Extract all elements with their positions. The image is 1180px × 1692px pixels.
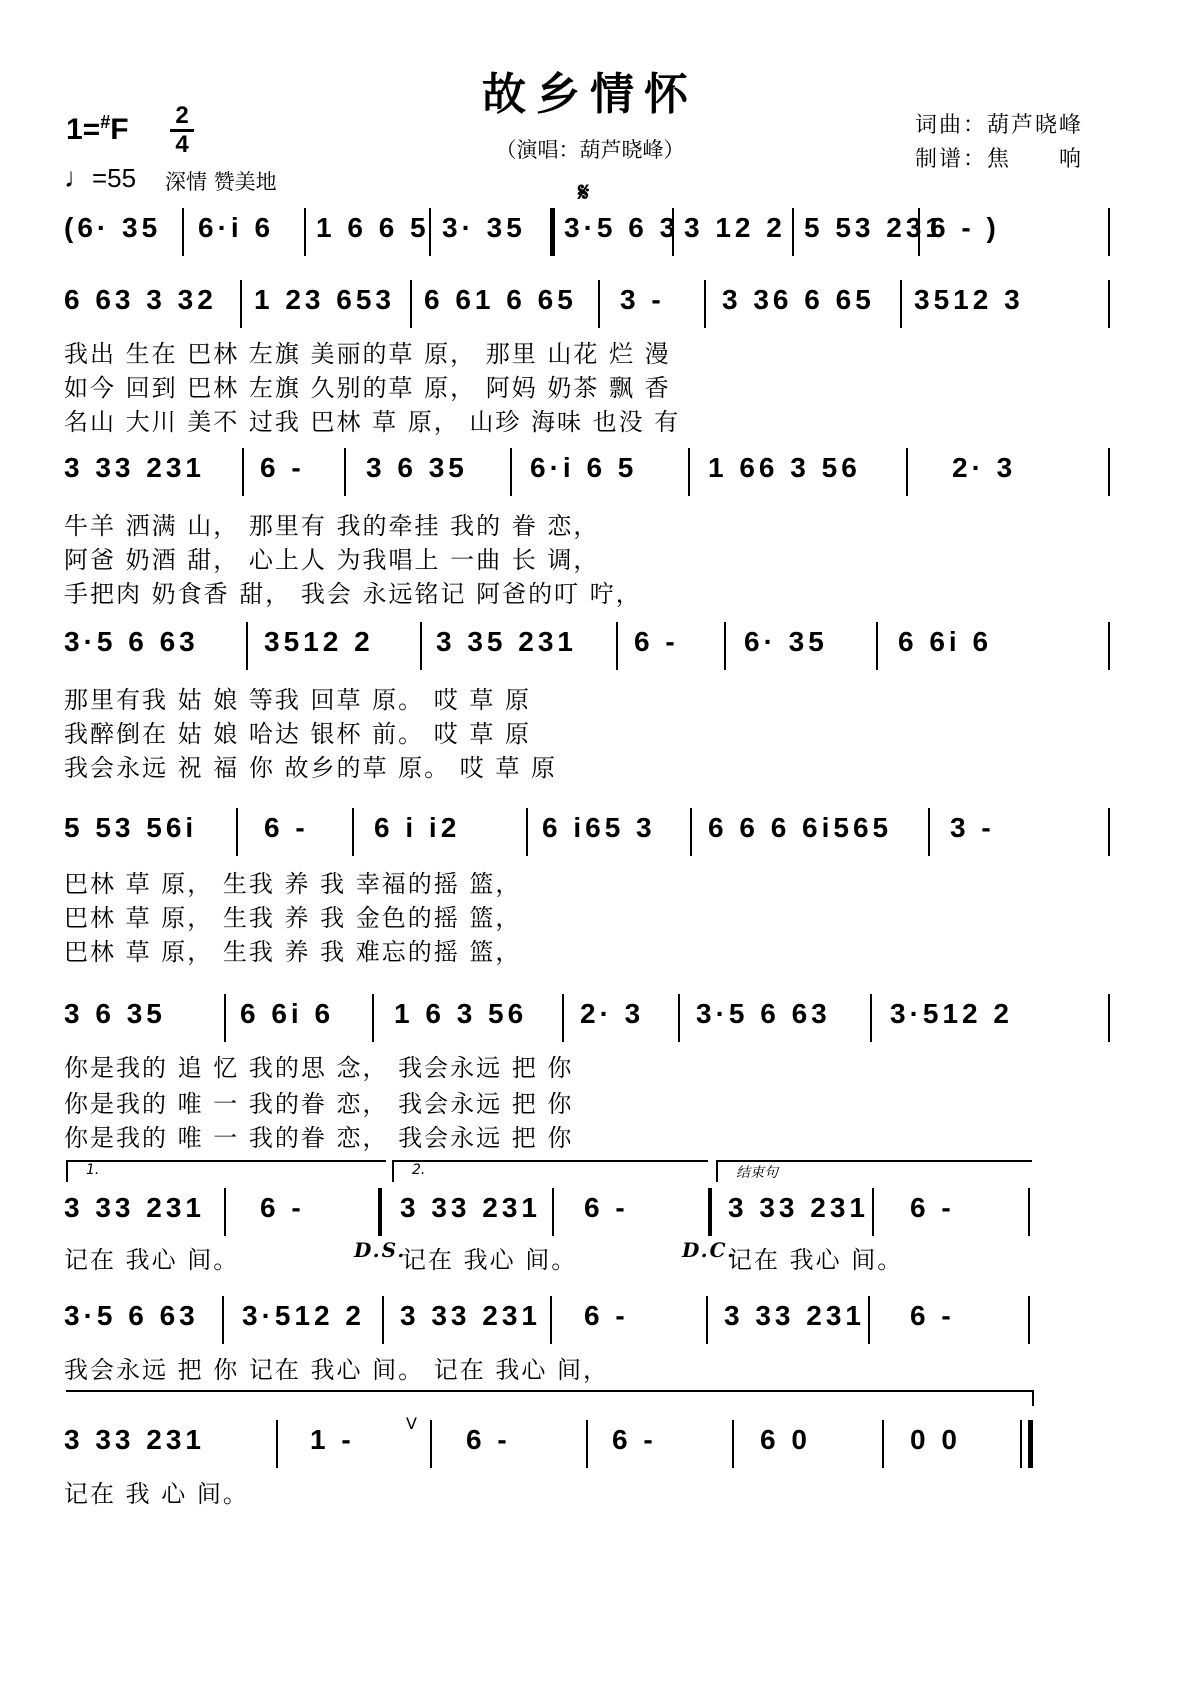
lyric-line: 我会永远 把 你 记在 我心 间。 记在 我心 间， <box>64 1356 610 1384</box>
page-title: 故乡情怀 <box>482 69 698 120</box>
measure: 6 - <box>910 1192 955 1223</box>
measure: 3 33 231 <box>400 1192 541 1223</box>
measure: 2· 3 <box>580 998 645 1029</box>
barline <box>562 994 564 1042</box>
measure: 3·5 6 63 <box>64 626 199 657</box>
measure: 3·5 6 63 <box>64 1300 199 1331</box>
measure: 6 - <box>634 626 679 657</box>
barline <box>224 994 226 1042</box>
measure: 3 33 231 <box>724 1300 865 1331</box>
tempo-value: =55 <box>92 163 137 193</box>
measure: 3·5 6 3 <box>564 212 680 243</box>
measure: 1 66 3 56 <box>708 452 861 483</box>
measure: 3 33 231 <box>400 1300 541 1331</box>
coda-lyric: 记在 我心 间。 <box>728 1246 904 1274</box>
barline <box>1108 208 1110 256</box>
barline <box>526 808 528 856</box>
lyric-line-endings <box>64 1240 1112 1275</box>
measure: 3 - <box>950 812 995 843</box>
lyrics-music-credit: 词曲：葫芦晓峰 <box>915 113 1084 138</box>
barline <box>678 994 680 1042</box>
breath-mark-icon: V <box>406 1414 417 1433</box>
measure: 3 33 231 <box>728 1192 869 1223</box>
measure: 1 6 3 56 <box>394 998 528 1029</box>
barline <box>672 208 674 256</box>
tempo-marking <box>64 162 136 194</box>
key-letter: F <box>110 113 129 146</box>
barline <box>690 808 692 856</box>
barline <box>182 208 184 256</box>
score-row-3 <box>64 622 1112 684</box>
barline <box>372 994 374 1042</box>
lyric-line: 你是我的 唯 一 我的眷 恋， 我会永远 把 你 <box>64 1090 574 1118</box>
time-top: 2 <box>175 102 189 129</box>
barline <box>352 808 354 856</box>
barline <box>870 994 872 1042</box>
measure: 6 - <box>260 1192 305 1223</box>
barline <box>276 1420 278 1468</box>
barline <box>382 1296 384 1344</box>
barline <box>616 622 618 670</box>
measure: 3·512 2 <box>242 1300 365 1331</box>
measure: 6 - ) <box>930 212 1000 243</box>
barline <box>550 208 555 256</box>
measure: 6 i i2 <box>374 812 461 843</box>
barline <box>868 1296 870 1344</box>
measure: 6 6i 6 <box>898 626 993 657</box>
lyric-line: 名山 大川 美不 过我 巴林 草 原， 山珍 海味 也没 有 <box>64 408 681 436</box>
barline <box>918 208 920 256</box>
barline <box>1108 808 1110 856</box>
score-row-8 <box>64 1414 1112 1482</box>
lyric-line: 那里有我 姑 娘 等我 回草 原。 哎 草 原 <box>64 686 532 714</box>
barline <box>236 808 238 856</box>
lyric-line: 记在 我 心 间。 <box>64 1480 249 1508</box>
barline <box>430 1420 432 1468</box>
measure: 5 53 56i <box>64 812 198 843</box>
measure: 3·512 2 <box>890 998 1013 1029</box>
lyric-line: 阿爸 奶酒 甜， 心上人 为我唱上 一曲 长 调， <box>64 546 600 574</box>
barline <box>1028 1296 1030 1344</box>
phrase-bracket <box>66 1390 1034 1406</box>
barline <box>876 622 878 670</box>
barline <box>222 1296 224 1344</box>
barline <box>510 448 512 496</box>
lyric-line: 你是我的 追 忆 我的思 念， 我会永远 把 你 <box>64 1054 574 1082</box>
barline <box>410 280 412 328</box>
repeat-barline <box>708 1188 712 1236</box>
lyric-line: 我会永远 祝 福 你 故乡的草 原。 哎 草 原 <box>64 754 558 782</box>
measure: 6 - <box>584 1300 629 1331</box>
barline <box>242 448 244 496</box>
barline <box>792 208 794 256</box>
barline <box>429 208 431 256</box>
measure: 3 33 231 <box>64 1424 205 1455</box>
measure: 1 6 6 5 <box>316 212 430 243</box>
measure: 6· 35 <box>744 626 828 657</box>
measure: 6 61 6 65 <box>424 284 577 315</box>
measure: 6 6 6 6i565 <box>708 812 893 843</box>
ending-1-lyric: 记在 我心 间。 <box>64 1246 240 1274</box>
barline <box>882 1420 884 1468</box>
barline <box>872 1188 874 1236</box>
measure: 2· 3 <box>952 452 1017 483</box>
ending-2-lyric: 记在 我心 间。 <box>402 1246 578 1274</box>
barline <box>224 1188 226 1236</box>
barline <box>598 280 600 328</box>
score-row-1 <box>64 280 1112 342</box>
barline <box>706 1296 708 1344</box>
final-barline <box>1028 1420 1033 1468</box>
score-row-7 <box>64 1296 1112 1358</box>
barline <box>586 1420 588 1468</box>
barline <box>1108 994 1110 1042</box>
da-capo-mark: D.C. <box>682 1238 737 1262</box>
measure: 3 36 6 65 <box>722 284 875 315</box>
score-row-2 <box>64 448 1112 510</box>
barline <box>704 280 706 328</box>
measure: 1 23 653 <box>254 284 395 315</box>
first-ending-bracket: 1. <box>66 1160 386 1182</box>
segno-icon: 𝄋 <box>578 178 590 208</box>
time-bottom: 4 <box>175 131 189 158</box>
lyric-line: 如今 回到 巴林 左旗 久别的草 原， 阿妈 奶茶 飘 香 <box>64 374 671 402</box>
dal-segno-mark: D.S. <box>354 1238 407 1262</box>
measure: 3 6 35 <box>366 452 468 483</box>
lyric-line: 巴林 草 原， 生我 养 我 难忘的摇 篮， <box>64 938 522 966</box>
measure: 1 - <box>310 1424 355 1455</box>
barline <box>1020 1420 1022 1468</box>
second-ending-bracket: 2. <box>392 1160 708 1182</box>
barline <box>304 208 306 256</box>
quarter-note-icon: ♩ <box>64 162 92 193</box>
measure: 3512 3 <box>914 284 1024 315</box>
barline <box>552 1188 554 1236</box>
lyric-line: 牛羊 洒满 山， 那里有 我的牵挂 我的 眷 恋， <box>64 512 600 540</box>
expression-marking: 深情 赞美地 <box>165 170 277 194</box>
lyric-line: 我醉倒在 姑 娘 哈达 银杯 前。 哎 草 原 <box>64 720 532 748</box>
measure: 6 6i 6 <box>240 998 335 1029</box>
measure: 3 6 35 <box>64 998 166 1029</box>
measure: 6 0 <box>760 1424 811 1455</box>
key-prefix: 1= <box>66 113 101 146</box>
measure: 6 - <box>612 1424 657 1455</box>
barline <box>1108 280 1110 328</box>
barline <box>732 1420 734 1468</box>
barline <box>420 622 422 670</box>
measure: 5 53 231 <box>804 212 945 243</box>
barline <box>900 280 902 328</box>
barline <box>906 448 908 496</box>
sharp-sign: # <box>100 112 111 132</box>
lyric-line: 巴林 草 原， 生我 养 我 金色的摇 篮， <box>64 904 522 932</box>
lyric-line: 巴林 草 原， 生我 养 我 幸福的摇 篮， <box>64 870 522 898</box>
barline <box>344 448 346 496</box>
lyric-line: 我出 生在 巴林 左旗 美丽的草 原， 那里 山花 烂 漫 <box>64 340 671 368</box>
singer-credit: （演唱：葫芦晓峰） <box>495 138 685 162</box>
measure: 3 33 231 <box>64 452 205 483</box>
notation-credit: 制谱：焦 响 <box>915 147 1084 172</box>
score-row-4 <box>64 808 1112 870</box>
barline <box>240 280 242 328</box>
measure: 3 12 2 <box>684 212 786 243</box>
measure: 6 - <box>264 812 309 843</box>
barline <box>688 448 690 496</box>
measure: 6·i 6 5 <box>530 452 638 483</box>
measure: 3 33 231 <box>64 1192 205 1223</box>
barline <box>724 622 726 670</box>
measure: 3· 35 <box>442 212 526 243</box>
barline <box>1108 448 1110 496</box>
lyric-line: 你是我的 唯 一 我的眷 恋， 我会永远 把 你 <box>64 1124 574 1152</box>
score-row-intro <box>64 208 1112 270</box>
measure: 6·i 6 <box>198 212 275 243</box>
barline <box>550 1296 552 1344</box>
lyric-line: 手把肉 奶食香 甜， 我会 永远铭记 阿爸的叮 咛， <box>64 580 642 608</box>
barline <box>246 622 248 670</box>
measure: 0 0 <box>910 1424 961 1455</box>
measure: 6 - <box>910 1300 955 1331</box>
repeat-barline <box>378 1188 382 1236</box>
measure: (6· 35 <box>64 212 162 243</box>
measure: 6 - <box>466 1424 511 1455</box>
score-row-5 <box>64 994 1112 1056</box>
measure: 3 - <box>620 284 665 315</box>
measure: 3 35 231 <box>436 626 577 657</box>
measure: 6 i65 3 <box>542 812 656 843</box>
measure: 6 63 3 32 <box>64 284 217 315</box>
barline <box>1108 622 1110 670</box>
measure: 3512 2 <box>264 626 374 657</box>
coda-bracket: 结束句 <box>716 1160 1032 1182</box>
measure: 6 - <box>260 452 305 483</box>
barline <box>1028 1188 1030 1236</box>
barline <box>928 808 930 856</box>
measure: 6 - <box>584 1192 629 1223</box>
measure: 3·5 6 63 <box>696 998 831 1029</box>
